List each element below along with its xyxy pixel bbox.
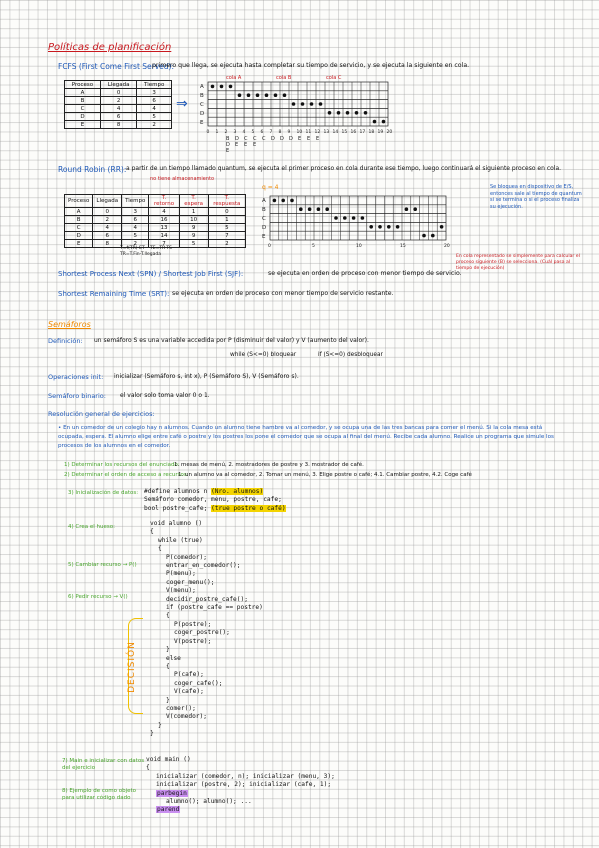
code-line: void main ()	[146, 756, 191, 763]
axis-tick-label: 5	[312, 244, 315, 249]
table-cell: 0	[93, 208, 122, 216]
code-line: P(cafe);	[174, 671, 204, 679]
table-cell: 6	[93, 232, 122, 240]
axis-tick-label: 4	[242, 130, 246, 135]
axis-tick-label: 15	[341, 130, 348, 135]
code-line: Semáforo comedor, menu, postre, cafe;	[144, 496, 282, 504]
table-cell: 5	[122, 232, 149, 240]
code-line: {	[166, 662, 170, 670]
table-cell: A	[65, 89, 101, 97]
code-line: coger_cafe();	[174, 679, 223, 687]
code-line: }	[150, 730, 154, 738]
table-cell: 7	[149, 240, 179, 248]
gantt-dot	[355, 111, 359, 115]
ops-label: Operaciones init:	[48, 373, 104, 381]
gantt-dot	[292, 102, 296, 106]
column-header: T. espera	[179, 195, 208, 208]
code-highlight: (true postre o café)	[211, 504, 286, 512]
table-cell: 4	[122, 224, 149, 232]
bin-text: el valor solo toma valor 0 o 1.	[120, 392, 210, 399]
gantt-dot	[220, 85, 224, 89]
table-row	[65, 105, 172, 113]
queue-label: D	[235, 136, 239, 142]
axis-tick-label: 20	[444, 244, 450, 249]
code-line: bool postre_cafe; (true postre o café)	[144, 504, 286, 512]
red-mark: cola C	[326, 75, 342, 81]
table-cell: 5	[137, 113, 172, 121]
gantt-dot	[290, 199, 294, 203]
table-cell: 7	[208, 232, 245, 240]
ej-label: Resolución general de ejercicios:	[48, 410, 155, 418]
gantt-row-label: B	[200, 93, 204, 99]
page-title: Políticas de planificación	[48, 42, 172, 53]
axis-tick-label: 14	[332, 130, 339, 135]
gantt-dot	[238, 93, 242, 97]
queue-label: E	[235, 142, 239, 148]
axis-tick-label: 7	[269, 130, 273, 135]
table-row	[65, 224, 246, 232]
code-line: V(postre);	[174, 637, 212, 645]
code-line: P(menu);	[166, 570, 196, 578]
code-highlight: (Nro. alumnos)	[211, 488, 264, 495]
gantt-dot	[361, 216, 365, 220]
gantt-row-label: D	[200, 111, 205, 117]
gantt-dot	[422, 234, 426, 238]
gantt-row-label: E	[200, 120, 204, 126]
rr-formula: TR=T.Fin-T.llegada	[120, 252, 162, 257]
gantt-dot	[317, 207, 321, 211]
code-line: }	[158, 721, 162, 729]
code-line: }	[166, 646, 170, 654]
gantt-dot	[405, 207, 409, 211]
table-cell: 2	[93, 216, 122, 224]
axis-tick-label: 10	[356, 244, 362, 249]
table-cell: A	[65, 208, 93, 216]
column-header: Tiempo	[122, 195, 149, 208]
queue-label: D	[226, 142, 230, 148]
axis-tick-label: 17	[359, 130, 366, 135]
code-line: #define alumnos n (Nro. alumnos)	[144, 488, 264, 495]
code-line: inicializar (postre, 2); inicializar (cafe, 1);	[156, 781, 332, 789]
table-cell: 6	[137, 97, 172, 105]
table-cell: 2	[208, 240, 245, 248]
red-mark: cola B	[276, 75, 292, 81]
table-header-row	[65, 81, 172, 89]
fcfs-heading: FCFS (First Come First Served):	[58, 62, 174, 71]
code-line: P(postre);	[174, 620, 212, 628]
step-label: 2) Determinar el orden de acceso a recursos:	[64, 472, 189, 478]
rr-red-note: no tiene almacenamiento	[150, 176, 215, 182]
gantt-row-label: B	[262, 207, 266, 213]
axis-tick-label: 0	[206, 130, 210, 135]
code-line: }	[166, 696, 170, 704]
rr-quantum: q = 4	[262, 184, 279, 191]
queue-label: D	[271, 136, 275, 142]
column-header: T. retorno	[149, 195, 179, 208]
step-label: 3) Inicialización de datos:	[68, 490, 139, 496]
axis-tick-label: 3	[233, 130, 237, 135]
code-line: decidir_postre_cafe();	[166, 595, 248, 603]
gantt-dot	[352, 216, 356, 220]
gantt-dot	[387, 225, 391, 229]
while-right: if (S<=0) desbloquear	[318, 352, 383, 358]
table-row	[65, 113, 172, 121]
column-header: Proceso	[65, 81, 101, 89]
axis-tick-label: 16	[350, 130, 357, 135]
gantt-dot	[343, 216, 347, 220]
rr-heading: Round Robin (RR):	[58, 165, 127, 174]
column-header: Llegada	[100, 81, 136, 89]
gantt-row-label: A	[262, 198, 266, 204]
parend-badge: parend	[157, 806, 180, 814]
bin-label: Semáforo binario:	[48, 392, 106, 400]
table-cell: D	[65, 113, 101, 121]
gantt-dot	[301, 102, 305, 106]
table-cell: 1	[179, 208, 208, 216]
gantt-dot	[211, 85, 215, 89]
code-line: comer();	[166, 704, 196, 712]
table-cell: 0	[100, 89, 136, 97]
gantt-dot	[247, 93, 251, 97]
queue-label: E	[307, 136, 311, 142]
def-label: Definición:	[48, 337, 83, 345]
gantt-row-label: C	[262, 216, 266, 222]
queue-label: E	[253, 142, 257, 148]
gantt-row-label: A	[200, 84, 204, 90]
queue-label: E	[244, 142, 248, 148]
axis-tick-label: 10	[296, 130, 303, 135]
code-line: while (true)	[158, 536, 203, 544]
step-value: 1. un alumno va al comedor, 2. Tomar un menú, 3. Elige postre o café; 4.1. Cambiar postre, 4.2. Coge café	[178, 472, 472, 478]
table-cell: 8	[93, 240, 122, 248]
red-mark: cola A	[226, 75, 242, 81]
arrow-icon: ⇒	[176, 96, 188, 112]
table-cell: 3	[122, 208, 149, 216]
axis-tick-label: 12	[314, 130, 321, 135]
code-line: P(comedor);	[166, 553, 207, 561]
rr-description: a partir de un tiempo llamado quantum, se ejecuta el primer proceso en cola durante ese tiempo, luego continuará el siguiente proceso en cola.	[126, 165, 562, 172]
table-cell: 6	[100, 113, 136, 121]
table-row	[65, 208, 246, 216]
gantt-dot	[346, 111, 350, 115]
code-line: inicializar (comedor, n); inicializar (menu, 3);	[156, 772, 335, 780]
table-row	[65, 121, 172, 129]
gantt-dot	[369, 225, 373, 229]
code-line: V(cafe);	[174, 688, 204, 696]
axis-tick-label: 9	[287, 130, 291, 135]
table-cell: B	[65, 216, 93, 224]
table-cell: 9	[179, 232, 208, 240]
code-line: V(menu);	[166, 587, 196, 595]
axis-tick-label: 2	[224, 130, 228, 135]
queue-label: D	[289, 136, 293, 142]
fcfs-gantt	[196, 74, 396, 152]
gantt-dot	[319, 102, 323, 106]
fcfs-description: primero que llega, se ejecuta hasta completar su tiempo de servicio, y se ejecuta la siguiente en cola.	[152, 62, 470, 69]
ej-text: • En un comedor de un colegio hay n alumnos. Cuando un alumno tiene hambre va al comedor, y se ocupa una de las tres bancas para comer el menú. Si la cola mesa está ocupada, espera. El alumno elige entre café o postre y los postres los pone el comedor que se ocupa al final del menú. Recibe cada alumno. Realice un programa que simule los procesos de los alumnos en el comedor.	[58, 425, 554, 450]
table-cell: E	[65, 121, 101, 129]
code-line: coger_postre();	[174, 629, 230, 637]
table-row	[65, 232, 246, 240]
queue-label: D	[280, 136, 284, 142]
gantt-dot	[229, 85, 233, 89]
axis-tick-label: 1	[215, 130, 219, 135]
axis-tick-label: 8	[278, 130, 282, 135]
queue-label: E	[226, 148, 230, 152]
table-row	[65, 89, 172, 97]
axis-tick-label: 18	[368, 130, 375, 135]
table-row	[65, 97, 172, 105]
gantt-dot	[310, 102, 314, 106]
gantt-dot	[413, 207, 417, 211]
decision-label: DECISIÓN	[126, 641, 137, 693]
table-cell: 5	[208, 224, 245, 232]
axis-tick-label: 0	[268, 244, 271, 249]
table-cell: C	[65, 105, 101, 113]
code-line: {	[166, 612, 170, 620]
axis-tick-label: 19	[377, 130, 384, 135]
column-header: Tiempo	[137, 81, 172, 89]
code-main	[146, 756, 335, 815]
table-cell: 4	[93, 224, 122, 232]
queue-label: C	[262, 136, 266, 142]
table-cell: 3	[137, 89, 172, 97]
code-line: {	[150, 528, 154, 536]
code-line	[146, 790, 335, 798]
gantt-dot	[337, 111, 341, 115]
column-header: Llegada	[93, 195, 122, 208]
step-label: 6) Pedir recurso → V()	[68, 594, 128, 600]
srt-description: se ejecuta en orden de proceso con menor tiempo de servicio restante.	[172, 290, 394, 297]
def-text: un semáforo S es una variable accedida por P (disminuir del valor) y V (aumento del valor).	[94, 337, 369, 344]
axis-tick-label: 20	[386, 130, 393, 135]
code-line: if (postre_cafe == postre)	[166, 604, 263, 612]
table-cell: 4	[149, 208, 179, 216]
rr-formula: TE=TR-TS	[150, 246, 172, 251]
queue-label: B	[226, 136, 230, 142]
queue-label: C	[244, 136, 248, 142]
table-cell: 2	[137, 121, 172, 129]
column-header: T. respuesta	[208, 195, 245, 208]
table-cell: 4	[100, 105, 136, 113]
gantt-dot	[328, 111, 332, 115]
code-line: void alumno ()	[150, 520, 203, 527]
table-cell: 9	[179, 224, 208, 232]
gantt-row-label: C	[200, 102, 204, 108]
gantt-dot	[364, 111, 368, 115]
gantt-dot	[283, 93, 287, 97]
gantt-dot	[273, 199, 277, 203]
table-cell: D	[65, 232, 93, 240]
table-cell: 4	[137, 105, 172, 113]
step-label: 4) Crea el hueso:	[68, 524, 115, 530]
table-cell: 5	[179, 240, 208, 248]
gantt-dot	[281, 199, 285, 203]
fcfs-table	[64, 80, 172, 129]
axis-tick-label: 13	[323, 130, 330, 135]
gantt-dot	[299, 207, 303, 211]
semaforos-title: Semáforos	[48, 320, 91, 329]
step-label: 5) Cambiar recurso → P()	[68, 562, 137, 568]
gantt-dot	[440, 225, 444, 229]
rr-table	[64, 194, 246, 248]
code-line: alumno(); alumno(); ...	[166, 798, 252, 806]
rr-red-side-note: En cola representado se simplemente para calcular el proceso siguiente (B) se selecciona. (Cuál pasa al tiempo de ejecución)	[456, 254, 580, 271]
table-cell: 0	[208, 208, 245, 216]
gantt-dot	[382, 120, 386, 124]
axis-tick-label: 5	[251, 130, 255, 135]
code-line: {	[158, 545, 162, 553]
gantt-dot	[378, 225, 382, 229]
code-line	[146, 806, 335, 814]
table-cell: E	[65, 240, 93, 248]
while-left: while (S<=0) bloquear	[230, 352, 297, 358]
gantt-dot	[265, 93, 269, 97]
gantt-dot	[274, 93, 278, 97]
queue-label: C	[253, 136, 257, 142]
gantt-row-label: E	[262, 234, 266, 240]
ops-text: inicializar (Semáforo s, int x), P (Semáforo S), V (Semáforo s).	[114, 373, 299, 380]
gantt-dot	[334, 216, 338, 220]
table-cell: 16	[149, 216, 179, 224]
queue-label: E	[298, 136, 302, 142]
table-cell: B	[65, 97, 101, 105]
gantt-dot	[308, 207, 312, 211]
step-label: 8) Ejemplo de como objeto para utilizar código dado	[62, 788, 137, 801]
axis-tick-label: 11	[305, 130, 312, 135]
table-header-row	[65, 195, 246, 208]
step-label: 7) Main e inicializar con datos del ejercicio	[62, 758, 145, 771]
code-line: coger_menu();	[166, 578, 215, 586]
spn-heading: Shortest Process Next (SPN) / Shortest Job First (SJF):	[58, 270, 244, 278]
code-line: V(comedor);	[166, 713, 207, 721]
srt-heading: Shortest Remaining Time (SRT):	[58, 290, 170, 298]
code-line: else	[166, 654, 181, 662]
table-cell: 2	[100, 97, 136, 105]
table-row	[65, 216, 246, 224]
gantt-dot	[431, 234, 435, 238]
parbegin-badge: parbegin	[157, 789, 187, 797]
rr-side-note: Se bloquea en dispositivo de E/S, entonces sale al tiempo de quantum si se termina o si el proceso finaliza su ejecución.	[490, 184, 582, 210]
gantt-dot	[325, 207, 329, 211]
table-cell: 6	[122, 216, 149, 224]
step-label: 1) Determinar los recursos del enunciado:	[64, 462, 180, 468]
table-cell: C	[65, 224, 93, 232]
queue-label: E	[316, 136, 320, 142]
axis-tick-label: 15	[400, 244, 406, 249]
code-line: {	[146, 764, 150, 772]
gantt-dot	[396, 225, 400, 229]
table-cell: 13	[149, 224, 179, 232]
table-cell: 2	[122, 240, 149, 248]
column-header: Proceso	[65, 195, 93, 208]
code-defines	[144, 488, 286, 513]
code-alumno	[150, 520, 263, 739]
code-line: entrar_en_comedor();	[166, 562, 241, 570]
rr-formula: T=f(TR)-ET	[120, 246, 145, 251]
rr-gantt	[258, 190, 450, 250]
table-cell: 10	[179, 216, 208, 224]
table-cell: 8	[100, 121, 136, 129]
gantt-row-label: D	[262, 225, 267, 231]
step-value: 1. mesas de menú, 2. mostradores de postre y 3. mostrador de café.	[174, 462, 364, 468]
gantt-dot	[256, 93, 260, 97]
table-cell: 1	[208, 216, 245, 224]
table-cell: 14	[149, 232, 179, 240]
gantt-dot	[373, 120, 377, 124]
spn-description: se ejecuta en orden de proceso con menor tiempo de servicio.	[268, 270, 462, 277]
axis-tick-label: 6	[260, 130, 264, 135]
